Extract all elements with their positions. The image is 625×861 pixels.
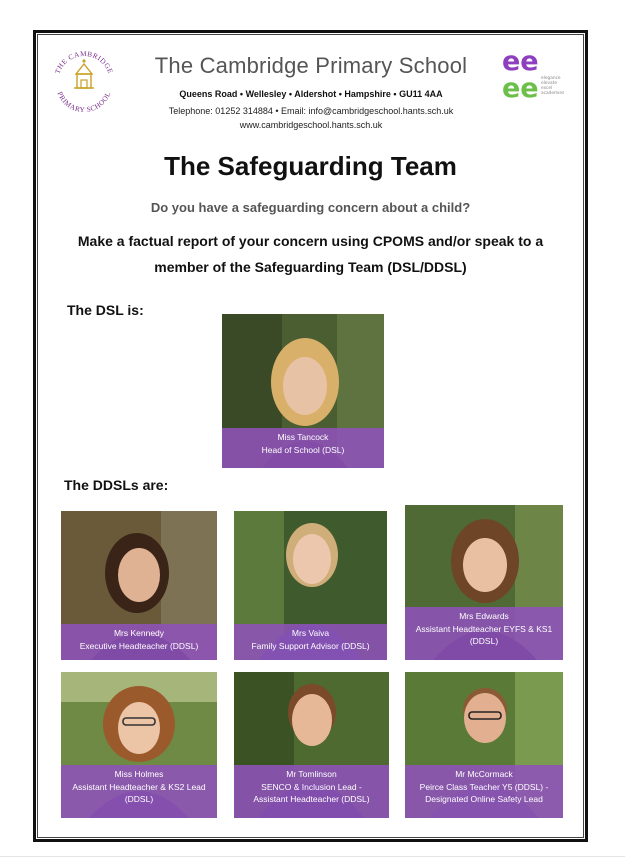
ddsl-role-suffix: (DDSL) [124, 794, 154, 804]
ddsl-role: SENCO & Inclusion Lead - [261, 781, 362, 792]
dsl-label: The DSL is: [67, 302, 144, 318]
ddsl-caption [234, 624, 387, 660]
ddsl-card-vaiva [234, 511, 387, 660]
ddsl-name: Miss Holmes [114, 769, 164, 779]
ddsl-role: Executive Headteacher (DDSL) [79, 640, 199, 651]
concern-question: Do you have a safeguarding concern about a child? [150, 200, 471, 215]
ddsl-card-mccormack [405, 672, 563, 818]
dsl-name: Miss Tancock [277, 432, 329, 442]
academy-trust-logo [502, 46, 568, 102]
crest-text-top: THE CAMBRIDGE [53, 49, 115, 75]
ddsl-role-suffix: Designated Online Safety Lead [425, 794, 543, 804]
school-crest-logo [48, 44, 120, 116]
logo-word-3: excel [541, 86, 553, 91]
instruction-line-2: member of the Safeguarding Team (DSL/DDSL) [154, 259, 467, 275]
ddsl-caption [405, 765, 563, 818]
dsl-role: Head of School (DSL) [261, 444, 345, 455]
page-title: The Safeguarding Team [164, 151, 457, 181]
ddsl-name: Mr Tomlinson [286, 769, 337, 779]
ddsl-name: Mrs Edwards [459, 611, 509, 621]
ddsl-card-edwards [405, 505, 563, 660]
ddsl-card-holmes [61, 672, 217, 818]
svg-text:ee: ee [502, 73, 539, 102]
logo-word-1: elegance [541, 76, 561, 81]
ddsl-name: Mrs Vaiva [291, 628, 330, 638]
logo-word-4: academies [541, 91, 565, 96]
ddsl-role-suffix: Assistant Headteacher (DDSL) [253, 794, 370, 804]
school-name: The Cambridge Primary School [154, 53, 468, 78]
dsl-caption [222, 428, 384, 468]
ddsl-role: Assistant Headteacher & KS2 Lead [72, 781, 206, 792]
ddsl-name: Mrs Kennedy [113, 628, 165, 638]
ddsl-role: Assistant Headteacher EYFS & KS1 [415, 623, 553, 634]
ddsl-card-kennedy [61, 511, 217, 660]
svg-text:PRIMARY SCHOOL [56, 91, 113, 115]
ddsl-caption [405, 607, 563, 660]
ddsl-role: Family Support Advisor (DDSL) [251, 640, 370, 651]
bottom-rule [0, 856, 625, 857]
ddsl-name: Mr McCormack [455, 769, 513, 779]
school-address: Queens Road • Wellesley • Aldershot • Hampshire • GU11 4AA [179, 89, 443, 99]
ddsl-role-suffix: (DDSL) [469, 636, 499, 646]
school-website: www.cambridgeschool.hants.sch.uk [239, 120, 383, 130]
school-contact: Telephone: 01252 314884 • Email: info@cambridgeschool.hants.sch.uk [168, 106, 454, 116]
logo-word-2: elevate [541, 81, 557, 86]
crest-text-bottom: PRIMARY SCHOOL [55, 90, 113, 115]
ddsl-caption [61, 624, 217, 660]
ddsl-role: Peirce Class Teacher Y5 (DDSL) - [419, 781, 549, 792]
ddsl-card-tomlinson [234, 672, 389, 818]
dsl-card [222, 314, 384, 468]
svg-text:ee: ee [502, 46, 539, 77]
ddsl-label: The DDSLs are: [64, 477, 169, 493]
instruction-line-1: Make a factual report of your concern using CPOMS and/or speak to a [77, 233, 544, 249]
ddsl-caption [61, 765, 217, 818]
ddsl-caption [234, 765, 389, 818]
report-instruction [60, 228, 561, 280]
